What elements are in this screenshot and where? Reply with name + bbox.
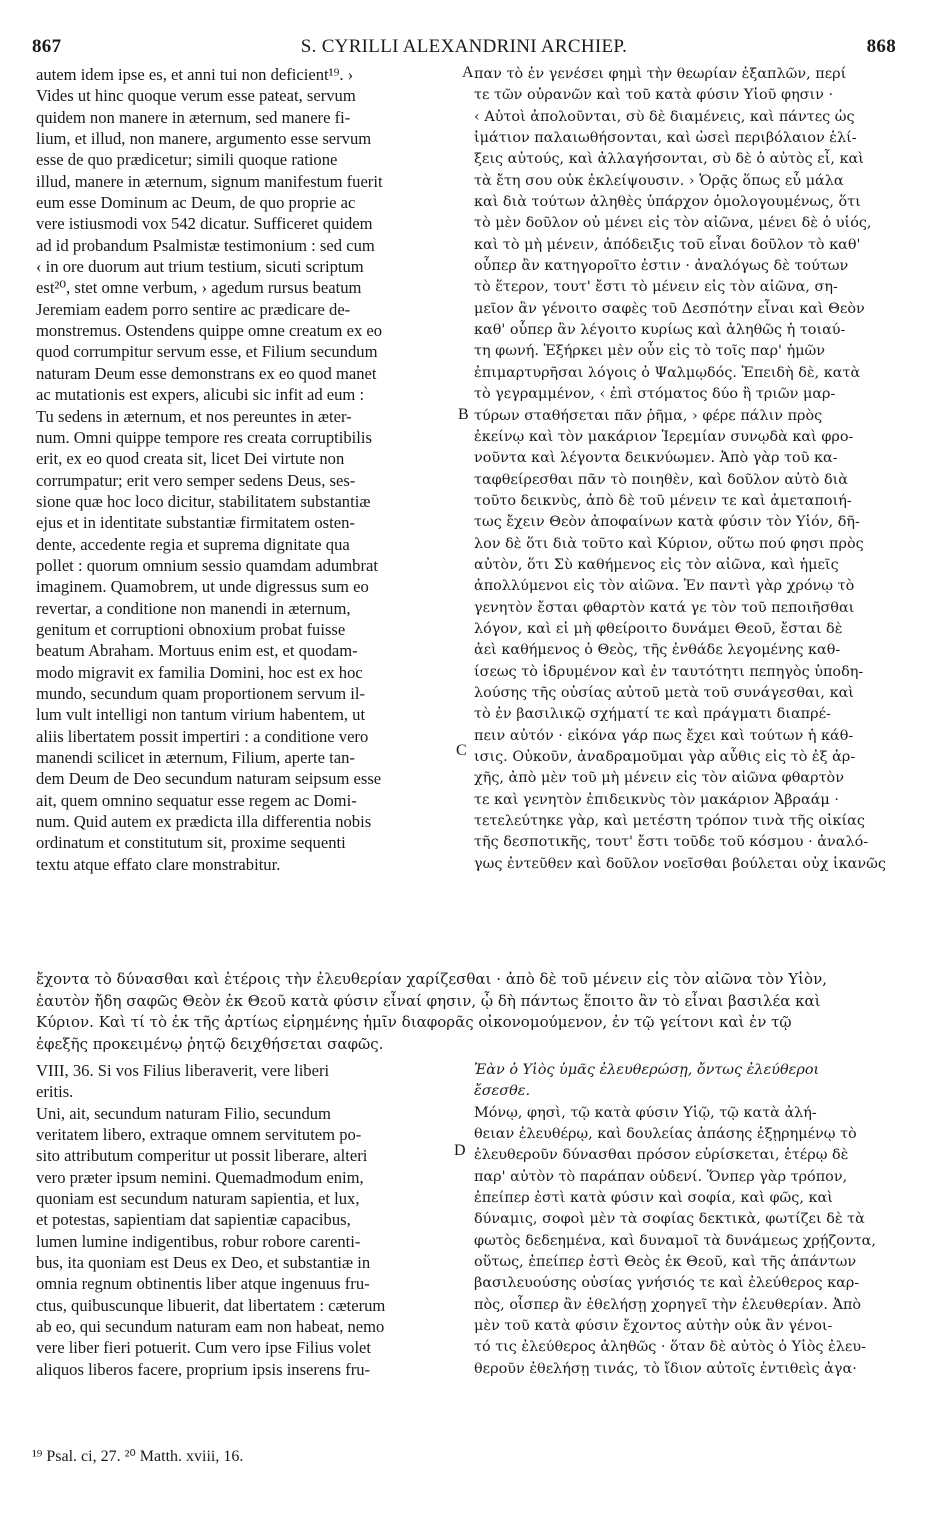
latin-text-line: et potestas, sapientiam dat sapientiæ capacibus, bbox=[36, 1210, 351, 1230]
greek-text-line: τὰ ἔτη σου οὐκ ἐκλείψουσιν. › Ὁρᾷς ὅπως εὖ μάλα bbox=[474, 172, 844, 189]
latin-text-line: imaginem. Quamobrem, ut unde digressus sum eo bbox=[36, 577, 369, 597]
greek-text-line: ἀεὶ καθήμενος ὁ Θεὸς, τῆς ἐνθάδε λεγομένης καθ- bbox=[474, 642, 841, 659]
greek-text-line: ἐλευθεροῦν δύνασθαι πρόσον εὑρίσκεται, ἑτέρῳ δὲ bbox=[474, 1147, 849, 1164]
greek-text-line: τὸ ἕτερον, τουτ' ἔστι τὸ μένειν εἰς τὸν αἰῶνα, ση- bbox=[474, 279, 838, 296]
latin-text-line: num. Omni quippe tempore res creata corruptibilis bbox=[36, 427, 372, 447]
greek-text-line: Μόνῳ, φησὶ, τῷ κατὰ φύσιν Υἱῷ, τῷ κατὰ ἀλή- bbox=[474, 1104, 817, 1121]
latin-text-line: quod corrumpitur servum esse, et Filium secundum bbox=[36, 342, 378, 362]
greek-text-line: τετελεύτηκε γὰρ, καὶ μετέστη τρόπον τινὰ τῆς οἰκίας bbox=[474, 813, 865, 830]
greek-text-line: τε τῶν οὐρανῶν καὶ τοῦ κατὰ φύσιν Υἱοῦ φησιν · bbox=[474, 87, 834, 104]
latin-text-line: vere liber fieri potuerit. Cum vero ipse Filius volet bbox=[36, 1338, 372, 1358]
greek-text-line: ταφθείρεσθαι πᾶν τὸ ποιηθὲν, καὶ δοῦλον αὐτὸ διὰ bbox=[474, 471, 849, 488]
latin-text-line: veritatem libero, extraque omnem servitutem po- bbox=[36, 1125, 362, 1145]
latin-text-line: naturam Deum esse demonstrans ex eo quod manet bbox=[36, 363, 377, 383]
latin-text-line: textu atque effato clare monstrabitur. bbox=[36, 854, 281, 874]
latin-text-line: aliquos liberos facere, proprium ipsis inserens fru- bbox=[36, 1359, 371, 1379]
greek-text-line: τοῦτο δεικνὺς, ἀπὸ δὲ τοῦ μένειν τε καὶ ἀμεταποιή- bbox=[474, 492, 852, 509]
latin-column-lower bbox=[36, 1060, 460, 1380]
greek-text-line: ίσεως τὸ ἱδρυμένον καὶ ἐν ταυτότητι πεπηγὸς ὑποδη- bbox=[474, 663, 864, 680]
greek-text-line: βασιλευούσης οὐσίας γνήσιός τε καὶ ἐλεύθερος καρ- bbox=[474, 1275, 860, 1292]
greek-text-line: φωτὸς δεδεημένα, καὶ δυναμοῖ τὰ δυνάμεως χρῄζοντα, bbox=[474, 1232, 876, 1249]
latin-text-line: corrumpatur; erit vero semper sedens Deus, ses- bbox=[36, 470, 356, 490]
latin-text-line: ‹ in ore duorum aut trium testium, sicuti scriptum bbox=[36, 257, 364, 277]
greek-text-line: οὕτως, ἐπείπερ ἐστὶ Θεὸς ἐκ Θεοῦ, καὶ τῆς ἁπάντων bbox=[474, 1254, 857, 1271]
greek-text-line: τύρων σταθήσεται πᾶν ῥῆμα, › φέρε πάλιν πρὸς bbox=[474, 407, 823, 424]
greek-text-line: παν τὸ ἐν γενέσει φημὶ τὴν θεωρίαν ἐξαπλῶν, περί bbox=[474, 66, 847, 82]
latin-text-line: vero præter ipsum nemini. Quemadmodum enim, bbox=[36, 1167, 364, 1187]
greek-text-line: καὶ τὸ μὴ μένειν, ἀπόδειξις τοῦ εἶναι δοῦλον τὸ καθ' bbox=[474, 236, 861, 253]
latin-text-line: mundo, secundum quam proportionem servum il- bbox=[36, 683, 366, 703]
greek-text-line: ξεις αὐτούς, καὶ ἀλλαγήσονται, σὺ δὲ ὁ αὐτὸς εἶ, καὶ bbox=[474, 151, 864, 168]
latin-text-line: Tu sedens in æternum, et nos pereuntes in æter- bbox=[36, 406, 352, 426]
latin-text-line: ait, quem omnino sequatur esse regem ac Domi- bbox=[36, 790, 357, 810]
latin-text-line: genitum et corruptioni obnoxium probat fuisse bbox=[36, 619, 346, 639]
margin-marker-a: A bbox=[462, 64, 474, 81]
latin-text-line: aliis libertatem possit impertiri : a conditione vero bbox=[36, 726, 369, 746]
greek-text-line: καὶ διὰ τούτων ἀληθὲς ὑπάρχον ὁμολογουμένως, ὅτι bbox=[474, 194, 861, 211]
latin-text-line: ordinatum et constitutum sit, proxime sequenti bbox=[36, 833, 346, 853]
latin-text-line: dente, accedente regia et suprema dignitate qua bbox=[36, 534, 350, 554]
greek-text-line: χῆς, ἀπὸ μὲν τοῦ μὴ μένειν εἰς τὸν αἰῶνα φθαρτὸν bbox=[474, 770, 844, 787]
latin-text-line: sione quæ hoc loco dicitur, stabilitatem substantiæ bbox=[36, 491, 371, 511]
greek-text-line: παρ' αὐτὸν τὸ παράπαν οὐδενί. Ὅνπερ γὰρ τρόπον, bbox=[474, 1168, 848, 1185]
latin-text-line: ac mutationis est expers, alicubi sic infit ad eum : bbox=[36, 385, 365, 405]
greek-column-lower bbox=[474, 1060, 900, 1380]
latin-text-line: erit, ex eo quod creata sit, licet Dei virtute non bbox=[36, 449, 345, 469]
latin-text-line: sito attributum comperitur ut possit liberare, alteri bbox=[36, 1146, 368, 1166]
latin-text-line: vere istiusmodi vox 542 dicatur. Sufficeret quidem bbox=[36, 214, 373, 234]
greek-text-line: τὸ μὲν δοῦλον οὐ μένει εἰς τὸν αἰῶνα, μένει δὲ ὁ υἱός, bbox=[474, 215, 872, 232]
page-number-right: 868 bbox=[866, 36, 896, 57]
latin-text-line: Uni, ait, secundum naturam Filio, secundum bbox=[36, 1103, 331, 1123]
greek-text-line: τὸ ἐν βασιλικῷ σχήματί τε καὶ πράγματι διαπρέ- bbox=[474, 706, 831, 723]
greek-text-line: ἐφεξῆς προκειμένῳ ῥητῷ δειχθήσεται σαφῶς. bbox=[36, 1034, 384, 1053]
latin-text-line: lum vult intelligi non tantum virium habentem, ut bbox=[36, 705, 366, 725]
greek-text-line: τό τις ἐλεύθερος ἀληθῶς · ὅταν δὲ αὐτὸς ὁ Υἱὸς ἐλευ- bbox=[474, 1339, 866, 1356]
latin-text-line: ad id probandum Psalmistæ testimonium : sed cum bbox=[36, 235, 375, 255]
greek-text-line: λον δὲ ὅτι διὰ τοῦτο καὶ Κύριον, οὕτω πού φησι πρὸς bbox=[474, 535, 864, 552]
greek-text-line: τη φωνή. Ἐξήρκει μὲν οὖν εἰς τὸ τοῖς παρ' ἡμῶν bbox=[474, 343, 826, 360]
page-number-left: 867 bbox=[32, 36, 62, 57]
greek-text-line: αὐτὸν, ὅτι Σὺ καθήμενος εἰς τὸν αἰῶνα, καὶ ἡμεῖς bbox=[474, 556, 839, 573]
latin-text-line: illud, manere in æternum, signum manifestum fuerit bbox=[36, 171, 383, 191]
latin-text-line: VIII, 36. Si vos Filius liberaverit, vere liberi bbox=[36, 1061, 330, 1080]
greek-text-line: πειν αὐτόν · εἰκόνα γάρ πως ἔχει καὶ τούτων ἡ κάθ- bbox=[474, 727, 854, 744]
latin-text-line: ctus, quibuscunque libuerit, dat libertatem : cæterum bbox=[36, 1295, 386, 1315]
greek-text-line: τε καὶ γενητὸν ἐπιδεικνὺς τὸν μακάριον Ἀβραάμ · bbox=[474, 791, 839, 808]
latin-text-line: dem Deum de Deo secundum naturam seipsum esse bbox=[36, 769, 382, 789]
greek-text-line: καθ' οὗπερ ἂν λέγοιτο κυρίως καὶ ἀληθῶς ἡ τοιαύ- bbox=[474, 322, 846, 339]
margin-marker-d: D bbox=[454, 1142, 466, 1159]
greek-text-line: τὸ γεγραμμένον, ‹ ἐπὶ στόματος δύο ἢ τριῶν μαρ- bbox=[474, 386, 836, 403]
margin-marker-b: B bbox=[458, 406, 469, 423]
latin-text-line: eritis. bbox=[36, 1082, 74, 1102]
latin-text-line: lium, et illud, non manere, argumento esse servum bbox=[36, 129, 372, 149]
greek-text-line: θεροῦν ἐθελήσῃ τινάς, τὸ ἴδιον αὐτοῖς ἐντιθεὶς ἀγα· bbox=[474, 1360, 857, 1377]
page-header bbox=[32, 36, 896, 60]
greek-text-line: δύναμις, σοφοὶ μὲν τὰ σοφίας δεκτικὰ, φωτίζει δὲ τὰ bbox=[474, 1211, 865, 1228]
latin-text-line: est²⁰, stet omne verbum, › agedum rursus beatum bbox=[36, 278, 362, 298]
latin-text-line: esse de quo prædicetur; simili quoque ratione bbox=[36, 150, 338, 170]
latin-text-line: quidem non manere in æternum, sed manere fi- bbox=[36, 107, 351, 127]
greek-text-line: λόγον, καὶ εἰ μὴ φθείροιτο δυνάμει Θεοῦ, ἔσται δὲ bbox=[474, 620, 843, 637]
footnotes: ¹⁹ Psal. ci, 27. ²⁰ Matth. xviii, 16. bbox=[32, 1448, 244, 1465]
latin-text-line: ejus et in identitate substantiæ firmitatem osten- bbox=[36, 513, 355, 533]
latin-text-line: Vides ut hinc quoque verum esse pateat, servum bbox=[36, 86, 356, 106]
greek-text-line: τῆς δεσποτικῆς, τουτ' ἔστι τοῦδε τοῦ κόσμου · ἀναλό- bbox=[474, 834, 869, 851]
latin-text-line: revertar, a conditione non manendi in æternum, bbox=[36, 598, 351, 618]
greek-text-line: ἔχοντα τὸ δύνασθαι καὶ ἑτέροις τὴν ἐλευθερίαν χαρίζεσθαι · ἀπὸ δὲ τοῦ μένειν εἰς τὸν αἰῶνα τὸν Υἱὸν, bbox=[36, 970, 827, 988]
greek-text-line: οὗπερ ἂν κατηγοροῖτο ἐστιν · ἀναλόγως δὲ τούτων bbox=[474, 258, 849, 275]
latin-text-line: num. Quid autem ex prædicta illa differentia nobis bbox=[36, 812, 372, 832]
latin-text-line: omnia regnum obtinentis liber atque ingenuus fru- bbox=[36, 1274, 370, 1294]
greek-text-line: τως ἔχειν Θεὸν ἀποφαίνων κατὰ φύσιν τὸν Υἱόν, δῆ- bbox=[474, 514, 860, 531]
latin-text-line: lumen lumine indigentibus, robur robore carenti- bbox=[36, 1231, 361, 1251]
latin-text-line: Jeremiam eadem porro sentire ac prædicare de- bbox=[36, 299, 351, 319]
greek-text-line: γενητὸν ἔσται φθαρτὸν κατά γε τὸν τοῦ πεποιῆσθαι bbox=[474, 599, 855, 616]
latin-text-line: beatum Abraham. Mortuus enim est, et quodam- bbox=[36, 641, 358, 661]
greek-text-line: ισις. Οὐκοῦν, ἀναδραμοῦμαι γὰρ αὖθις εἰς τὸ ἐξ ἀρ- bbox=[474, 749, 856, 765]
latin-text-line: modo migravit ex familia Domini, hoc est ex hoc bbox=[36, 662, 363, 682]
greek-text-line: ἐκείνῳ καὶ τὸν μακάριον Ἱερεμίαν συνῳδὰ καὶ φρο- bbox=[474, 428, 854, 445]
margin-marker-c: C bbox=[456, 742, 467, 759]
latin-column-upper bbox=[36, 64, 460, 875]
latin-text-line: autem idem ipse es, et anni tui non deficient¹⁹. › bbox=[36, 65, 354, 84]
greek-full-width-paragraph bbox=[36, 969, 898, 1055]
greek-text-line: Κύριον. Καὶ τί τὸ ἐκ τῆς ἀρτίως εἰρημένης ἡμῖν διαφορᾶς οἰκονομούμενον, ἐν τῷ γείτονι καὶ ἐν τῷ bbox=[36, 1013, 792, 1031]
greek-text-line: ἀπολλύμενοι εἰς τὸν αἰῶνα. Ἐν παντὶ γὰρ χρόνῳ τὸ bbox=[474, 578, 855, 595]
greek-column-upper bbox=[474, 64, 900, 875]
latin-text-line: pollet : quorum omnium sessio quamdam adumbrat bbox=[36, 555, 378, 575]
greek-text-line: ἐπείπερ ἐστὶ κατὰ φύσιν καὶ σοφία, καὶ φῶς, καὶ bbox=[474, 1190, 833, 1207]
greek-text-line: λούσης τῆς οὐσίας αὐτοῦ μετὰ τοῦ συνάγεσθαι, καὶ bbox=[474, 684, 854, 701]
greek-text-line: ‹ Αὐτοὶ ἀπολοῦνται, σὺ δὲ διαμένεις, καὶ πάντες ὡς bbox=[474, 108, 855, 125]
greek-text-line: ἱμάτιον παλαιωθήσονται, καὶ ὡσεὶ περιβόλαιον ἑλί- bbox=[474, 130, 857, 147]
greek-text-line: ἐπιμαρτυρῆσαι λόγοις ὁ Ψαλμῳδός. Ἐπειδὴ δὲ, κατὰ bbox=[474, 364, 861, 381]
latin-text-line: eum esse Dominum ac Deum, de quo proprie ac bbox=[36, 193, 356, 213]
greek-text-line: μὲν τοῦ κατὰ φύσιν ἔχοντος αὐτὴν οὐκ ἂν γένοι- bbox=[474, 1318, 833, 1335]
greek-text-line: νοῦντα καὶ λέγοντα δεικνύωμεν. Ἀπὸ γὰρ τοῦ κα- bbox=[474, 450, 838, 467]
greek-text-line: θειαν ἐλευθέρῳ, καὶ δουλείας ἁπάσης ἐξῃρημένῳ τὸ bbox=[474, 1126, 857, 1143]
greek-text-line: γως ἐντεῦθεν καὶ δοῦλον νοεῖσθαι βούλεται οὐχ ἱκανῶς bbox=[474, 855, 886, 872]
greek-text-line: ἑαυτὸν ἤδη σαφῶς Θεὸν ἐκ Θεοῦ κατὰ φύσιν εἶναί φησιν, ᾧ δὴ πάντως ἕποιτο ἂν τὸ εἶναι βασιλέα καὶ bbox=[36, 991, 821, 1010]
greek-text-line: πὸς, οἷσπερ ἂν ἐθελήσῃ χορηγεῖ τὴν ἐλευθερίαν. Ἀπὸ bbox=[474, 1296, 862, 1313]
greek-text-line: ἔσεσθε. bbox=[474, 1083, 531, 1100]
latin-text-line: manendi scilicet in æternum, Filium, aperte tan- bbox=[36, 748, 355, 767]
latin-text-line: quoniam est secundum naturam sapientia, et lux, bbox=[36, 1189, 360, 1209]
latin-text-line: ab eo, qui secundum naturam eam non habeat, nemo bbox=[36, 1317, 385, 1337]
greek-text-line: μεῖον ἂν γένοιτο σαφὲς τοῦ Δεσπότην εἶναι καὶ Θεὸν bbox=[474, 300, 865, 317]
running-title: S. CYRILLI ALEXANDRINI ARCHIEP. bbox=[300, 36, 628, 57]
latin-text-line: bus, ita quoniam est Deus ex Deo, et substantiæ in bbox=[36, 1253, 371, 1273]
greek-text-line: Ἐὰν ὁ Υἱὸς ὑμᾶς ἐλευθερώσῃ, ὄντως ἐλεύθεροι bbox=[474, 1062, 820, 1078]
latin-text-line: monstremus. Ostendens quippe omne creatum ex eo bbox=[36, 321, 383, 341]
